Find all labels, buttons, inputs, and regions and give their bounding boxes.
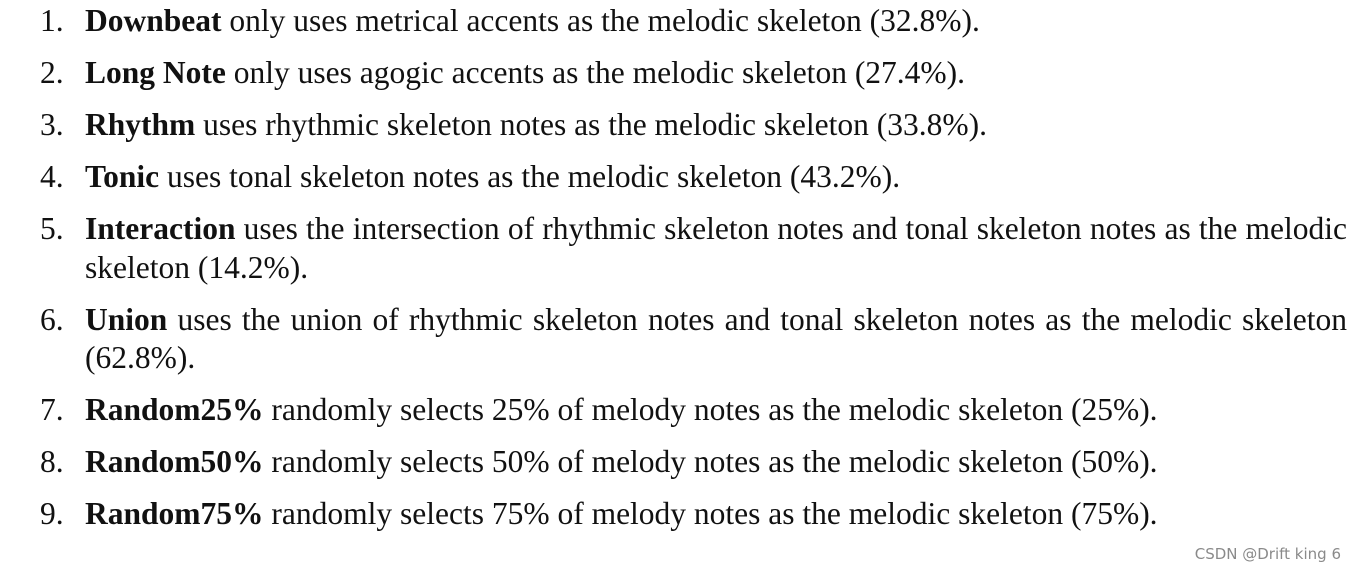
list-item-rhythm bbox=[0, 106, 1355, 145]
item-description: uses the union of rhythmic skeleton notes and tonal skeleton notes as the melodic skeleton (62.8%). bbox=[85, 301, 1347, 375]
item-number: 4. bbox=[40, 159, 64, 194]
item-number: 8. bbox=[40, 444, 64, 479]
list-item-interaction bbox=[0, 210, 1355, 287]
item-description: uses the intersection of rhythmic skeleton notes and tonal skeleton notes as the melodic skeleton (14.2%). bbox=[85, 211, 1347, 285]
item-number: 9. bbox=[40, 496, 64, 531]
item-number: 5. bbox=[40, 211, 64, 246]
item-description: only uses metrical accents as the melodic skeleton (32.8%). bbox=[221, 3, 980, 38]
item-term: Random50% bbox=[85, 444, 264, 479]
item-description: randomly selects 25% of melody notes as the melodic skeleton (25%). bbox=[263, 392, 1158, 427]
list-item-tonic bbox=[0, 158, 1355, 197]
list-item-random25 bbox=[0, 391, 1355, 430]
item-number: 3. bbox=[40, 107, 64, 142]
item-number: 6. bbox=[40, 301, 64, 337]
list-item-random50 bbox=[0, 443, 1355, 482]
item-description: uses tonal skeleton notes as the melodic skeleton (43.2%). bbox=[159, 159, 901, 194]
item-term: Union bbox=[85, 301, 168, 337]
list-item-long-note bbox=[0, 54, 1355, 93]
watermark: CSDN @Drift king 6 bbox=[1194, 545, 1341, 563]
item-description: randomly selects 75% of melody notes as the melodic skeleton (75%). bbox=[263, 496, 1158, 531]
item-number: 1. bbox=[40, 3, 64, 38]
item-description: only uses agogic accents as the melodic skeleton (27.4%). bbox=[225, 55, 966, 90]
list-item-random75 bbox=[0, 495, 1355, 534]
item-term: Long Note bbox=[85, 55, 226, 90]
item-description: uses rhythmic skeleton notes as the melodic skeleton (33.8%). bbox=[195, 107, 987, 142]
item-term: Interaction bbox=[85, 211, 236, 246]
item-term: Tonic bbox=[85, 159, 160, 194]
item-term: Random25% bbox=[85, 392, 264, 427]
item-term: Rhythm bbox=[85, 107, 196, 142]
item-number: 7. bbox=[40, 392, 64, 427]
skeleton-method-list bbox=[0, 2, 1355, 547]
item-number: 2. bbox=[40, 55, 64, 90]
item-term: Downbeat bbox=[85, 3, 222, 38]
list-item-union bbox=[0, 301, 1355, 378]
item-term: Random75% bbox=[85, 496, 264, 531]
item-description: randomly selects 50% of melody notes as the melodic skeleton (50%). bbox=[263, 444, 1158, 479]
list-item-downbeat bbox=[0, 2, 1355, 41]
